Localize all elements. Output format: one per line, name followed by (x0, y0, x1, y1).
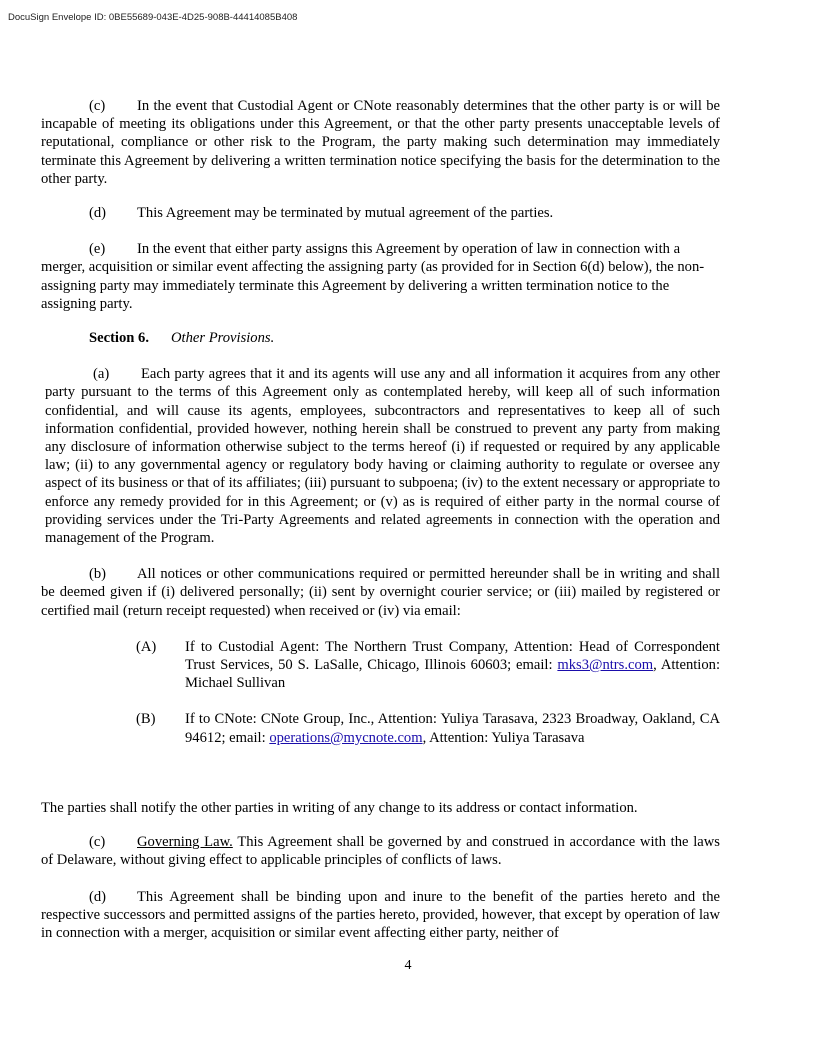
paragraph-5e (41, 240, 720, 313)
paragraph-text: Each party agrees that it and its agents will use any and all information it acquires from any other party pursuant to the terms of this Agreement only as contemplated hereby, will keep all of such information confidential, and will cause its agents, employees, subcontractors and representatives to keep all of such information confidential, provided however, nothing herein shall be construed to prevent any party from making any disclosure of information otherwise subject to the terms hereof (i) if requested or required by any applicable law; (ii) to any governmental agency or regulatory body having or claiming authority to regulate or oversee any aspect of its business or that of its affiliates; (iii) pursuant to subpoena; (iv) to the extent necessary or appropriate to enforce any remedy provided for in this Agreement; or (v) as is required of either party in the normal course of providing services under the Tri-Party Agreements and related agreements in connection with the operation and management of the Program. (45, 366, 720, 547)
paragraph-text: This Agreement may be terminated by mutual agreement of the parties. (137, 205, 554, 222)
notice-item-address: If to Custodial Agent: The Northern Trust Company, Attention: Head of Correspondent Trust Services, 50 S. LaSalle, Chicago, Illinois 60603; email: (185, 638, 720, 674)
notify-change-paragraph: The parties shall notify the other parties in writing of any change to its address or contact information. (41, 799, 638, 816)
notice-item-attention: , Attention: Yuliya Tarasava (422, 729, 585, 746)
paragraph-6b (41, 565, 720, 620)
paragraph-label: (c) (89, 834, 106, 851)
notice-address-list (41, 638, 720, 747)
notice-item-text (185, 638, 720, 693)
paragraph-label: (e) (89, 241, 106, 258)
governing-law-heading: Governing Law. (137, 834, 233, 851)
section-title: Other Provisions. (171, 330, 275, 347)
paragraph-text: All notices or other communications required or permitted hereunder shall be in writing and shall be deemed given if (i) delivered personally; (ii) sent by overnight courier service; or (iii) mailed by registered or certified mail (return receipt requested) when received or (iv) via email: (41, 566, 720, 619)
paragraph-label: (d) (89, 205, 107, 222)
document-body (41, 97, 720, 942)
notice-item-label: (B) (136, 711, 156, 728)
section-6-heading (89, 329, 720, 347)
paragraph-text: In the event that either party assigns this Agreement by operation of law in connection with a merger, acquisition or similar event affecting the assigning party (as provided for in Section 6(d) below), the non-assigning party may immediately terminate this Agreement by delivering a written termination notice to the assigning party. (41, 241, 705, 312)
paragraph-5d (41, 204, 720, 222)
paragraph-label: (a) (93, 366, 110, 383)
paragraph-6d (41, 888, 720, 943)
page-number: 4 (404, 958, 412, 973)
notice-item-label: (A) (136, 638, 157, 655)
paragraph-text: This Agreement shall be governed by and construed in accordance with the laws of Delaware, without giving effect to applicable principles of conflicts of laws. (41, 834, 720, 869)
paragraph-label: (d) (89, 888, 107, 905)
email-link-cnote[interactable]: operations@mycnote.com (269, 729, 423, 746)
notice-item-attention: , Attention: Michael Sullivan (185, 657, 721, 692)
envelope-id: DocuSign Envelope ID: 0BE55689-043E-4D25-908B-44414085B408 (8, 12, 298, 23)
email-link-northern-trust[interactable]: mks3@ntrs.com (557, 657, 654, 674)
paragraph-text: In the event that Custodial Agent or CNote reasonably determines that the other party is or will be incapable of meeting its obligations under this Agreement, or that the other party presents unacceptable levels of reputational, compliance or other risk to the Program, the party making such determination may immediately terminate this Agreement by delivering a written termination notice specifying the basis for the determination to the other party. (41, 98, 720, 187)
paragraph-label: (b) (89, 566, 107, 583)
notice-item-text (185, 710, 720, 746)
notice-item-cnote (136, 710, 720, 746)
paragraph-text: This Agreement shall be binding upon and inure to the benefit of the parties hereto and the respective successors and permitted assigns of the parties hereto, provided, however, that except by operation of law in connection with a merger, acquisition or similar event affecting either party, neither of (41, 888, 721, 941)
paragraph-6a (45, 365, 720, 547)
notice-item-address: If to CNote: CNote Group, Inc., Attention: Yuliya Tarasava, 2323 Broadway, Oakland, CA 94612; email: (185, 711, 720, 746)
notice-item-custodial-agent (136, 638, 720, 693)
paragraph-6c (41, 833, 720, 869)
section-number: Section 6. (89, 330, 149, 347)
paragraph-label: (c) (89, 98, 106, 114)
paragraph-5c (41, 97, 720, 188)
